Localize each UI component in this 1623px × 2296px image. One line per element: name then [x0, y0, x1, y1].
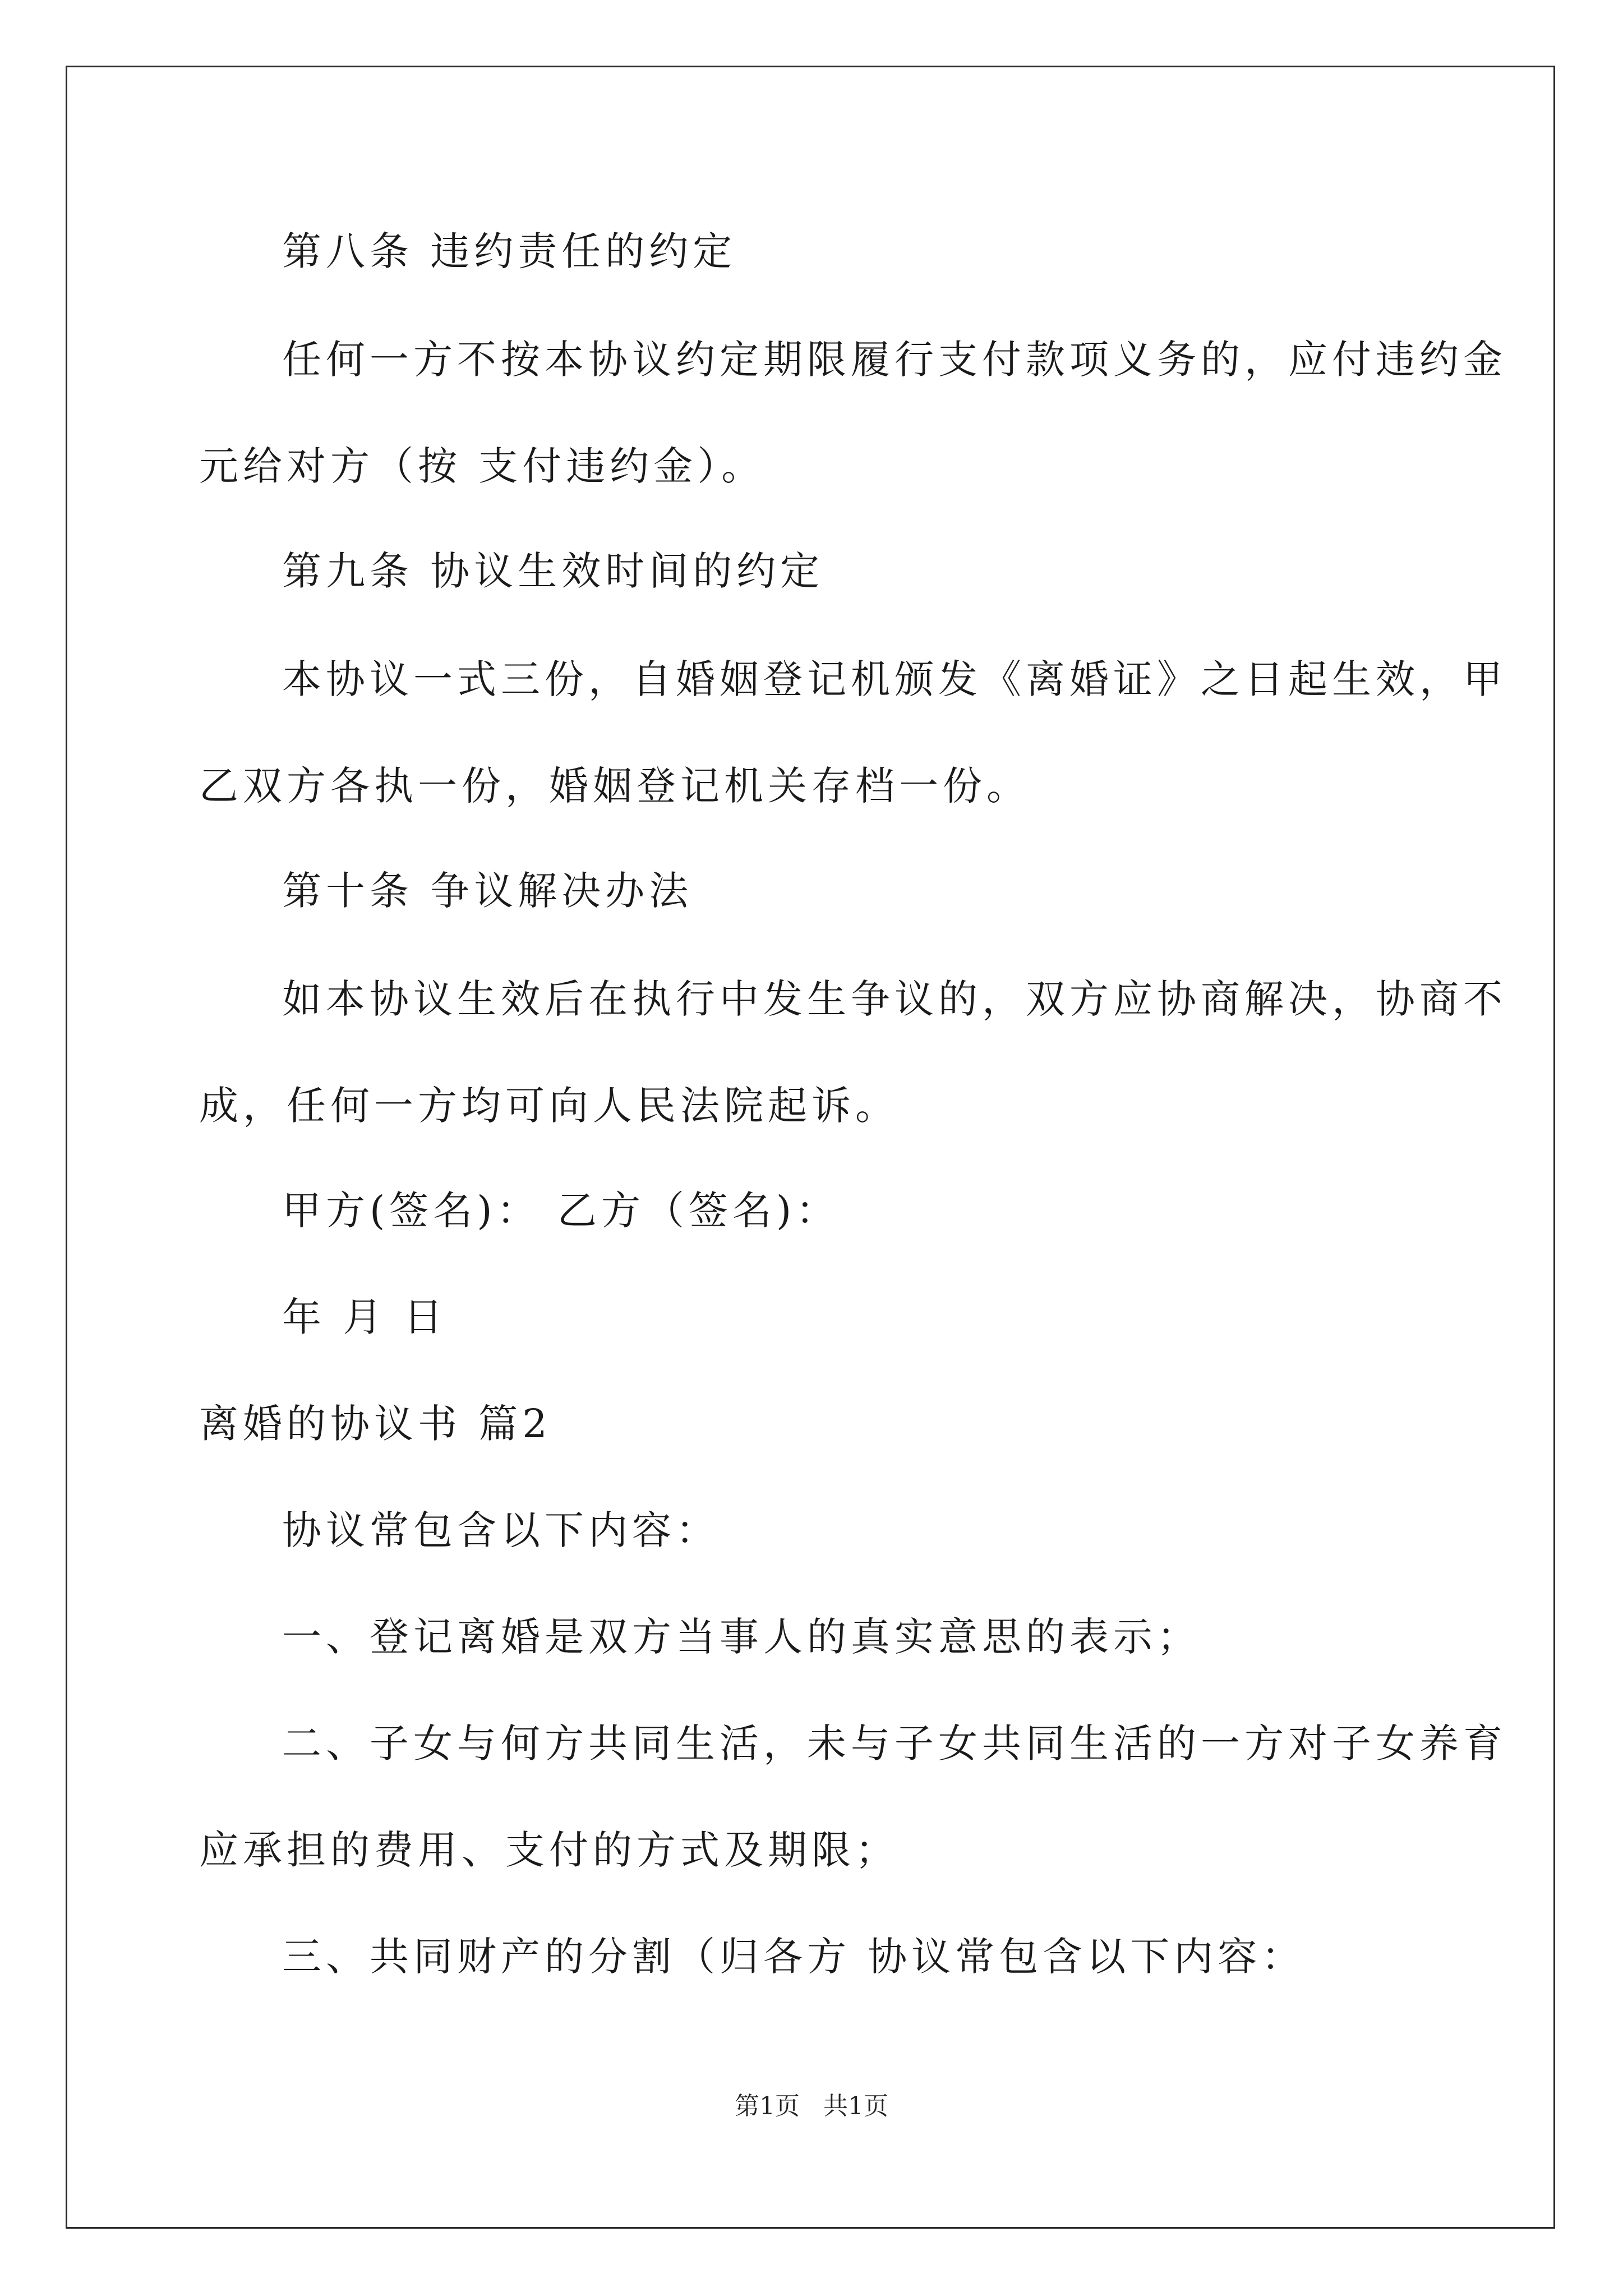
list-item: 三、共同财产的分割（归各方 协议常包含以下内容：: [282, 1934, 1306, 1980]
page-total: 共1页: [823, 2092, 888, 2120]
list-item: 一、登记离婚是双方当事人的真实意思的表示；: [282, 1614, 1201, 1660]
signature-line: 甲方(签名)： 乙方（签名)：: [282, 1188, 840, 1234]
paragraph-line: 任何一方不按本协议约定期限履行支付款项义务的，应付违约金: [282, 337, 1507, 383]
paragraph-line: 成，任何一方均可向人民法院起诉。: [199, 1083, 899, 1129]
list-item: 二、子女与何方共同生活，未与子女共同生活的一方对子女养育: [282, 1720, 1507, 1766]
page-number: 第1页: [735, 2092, 800, 2120]
page-border: [66, 66, 1555, 2229]
page-footer: [0, 2094, 1623, 2119]
paragraph-line: 本协议一式三份，自婚姻登记机颁发《离婚证》之日起生效，甲: [282, 656, 1507, 702]
article-9-heading: 第九条 协议生效时间的约定: [282, 548, 824, 594]
paragraph-line: 乙双方各执一份，婚姻登记机关存档一份。: [199, 763, 1030, 809]
paragraph-line: 应承担的费用、支付的方式及期限；: [199, 1827, 899, 1873]
article-10-heading: 第十条 争议解决办法: [282, 868, 693, 914]
paragraph-line: 元给对方（按 支付违约金）。: [199, 443, 766, 489]
article-8-heading: 第八条 违约责任的约定: [282, 228, 737, 274]
section-title: 离婚的协议书 篇2: [199, 1401, 552, 1447]
date-line: 年 月 日: [282, 1294, 448, 1340]
paragraph-line: 协议常包含以下内容：: [282, 1507, 720, 1553]
paragraph-line: 如本协议生效后在执行中发生争议的，双方应协商解决，协商不: [282, 976, 1507, 1022]
